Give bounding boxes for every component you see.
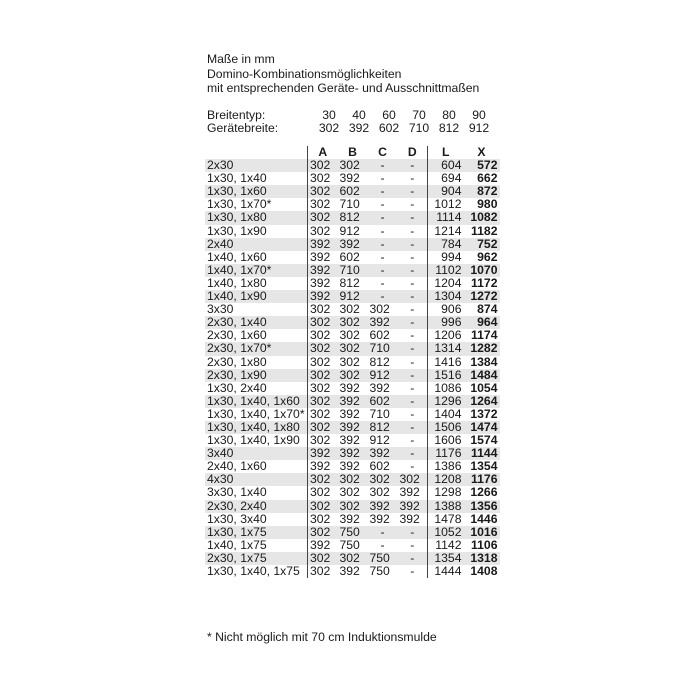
width-cell: - xyxy=(368,539,398,552)
width-cell: 302 xyxy=(308,185,338,198)
cutout-cell: 1354 xyxy=(464,460,500,473)
width-cell: 392 xyxy=(368,500,398,513)
breitentyp-value: 40 xyxy=(352,108,366,122)
table-row xyxy=(205,486,500,499)
width-cell: - xyxy=(398,159,428,172)
column-header: X xyxy=(477,145,486,159)
width-cell: 912 xyxy=(338,290,368,303)
combination-cell: 1x30, 1x60 xyxy=(205,185,308,198)
width-cell: 302 xyxy=(308,303,338,316)
width-cell: - xyxy=(398,211,428,224)
table-row xyxy=(205,500,500,513)
cutout-cell: 752 xyxy=(464,238,500,251)
width-cell: 392 xyxy=(308,539,338,552)
width-cell: 812 xyxy=(338,211,368,224)
width-cell: - xyxy=(398,382,428,395)
length-cell: 1386 xyxy=(428,460,464,473)
cutout-cell: 1016 xyxy=(464,526,500,539)
width-cell: 302 xyxy=(308,434,338,447)
document-header xyxy=(207,52,479,96)
length-cell: 1298 xyxy=(428,486,464,499)
width-cell: - xyxy=(398,238,428,251)
length-cell: 1214 xyxy=(428,225,464,238)
combination-cell: 1x40, 1x60 xyxy=(205,251,308,264)
breitentyp-label: Breitentyp: xyxy=(207,108,266,122)
geraetebreite-label: Gerätebreite: xyxy=(207,121,279,135)
width-cell: - xyxy=(368,211,398,224)
width-cell: - xyxy=(368,264,398,277)
cutout-cell: 1372 xyxy=(464,408,500,421)
width-cell: - xyxy=(398,408,428,421)
width-cell: 602 xyxy=(368,460,398,473)
cutout-cell: 1182 xyxy=(464,225,500,238)
combination-cell: 2x30, 1x80 xyxy=(205,356,308,369)
width-cell: - xyxy=(398,264,428,277)
column-header: D xyxy=(407,145,417,159)
cutout-cell: 1574 xyxy=(464,434,500,447)
width-cell: 302 xyxy=(308,172,338,185)
geraetebreite-value: 912 xyxy=(468,121,490,135)
width-cell: - xyxy=(368,238,398,251)
cutout-cell: 980 xyxy=(464,198,500,211)
length-cell: 1304 xyxy=(428,290,464,303)
width-cell: - xyxy=(398,434,428,447)
length-cell: 1388 xyxy=(428,500,464,513)
width-cell: 302 xyxy=(308,369,338,382)
width-cell: 602 xyxy=(368,329,398,342)
width-cell: - xyxy=(398,565,428,578)
width-cell: 392 xyxy=(338,421,368,434)
width-cell: 302 xyxy=(338,552,368,565)
width-cell: 392 xyxy=(368,447,398,460)
width-cell: 302 xyxy=(338,316,368,329)
width-cell: 750 xyxy=(368,552,398,565)
length-cell: 1516 xyxy=(428,369,464,382)
combination-table xyxy=(205,146,500,578)
table-row xyxy=(205,225,500,238)
width-cell: 302 xyxy=(308,421,338,434)
combination-cell: 1x30, 1x90 xyxy=(205,225,308,238)
cutout-cell: 1106 xyxy=(464,539,500,552)
combination-cell: 2x30, 1x60 xyxy=(205,329,308,342)
width-cell: - xyxy=(368,225,398,238)
cutout-cell: 1356 xyxy=(464,500,500,513)
width-cell: 302 xyxy=(308,356,338,369)
width-cell: 750 xyxy=(368,565,398,578)
breitentyp-value: 90 xyxy=(472,108,486,122)
width-cell: 392 xyxy=(338,447,368,460)
width-cell: - xyxy=(398,421,428,434)
width-cell: 392 xyxy=(338,172,368,185)
width-cell: - xyxy=(398,316,428,329)
table-row xyxy=(205,238,500,251)
cutout-cell: 874 xyxy=(464,303,500,316)
cutout-cell: 872 xyxy=(464,185,500,198)
combination-cell: 2x30 xyxy=(205,159,308,172)
combination-cell: 2x40, 1x60 xyxy=(205,460,308,473)
cutout-cell: 1484 xyxy=(464,369,500,382)
cutout-cell: 964 xyxy=(464,316,500,329)
width-cell: - xyxy=(398,225,428,238)
width-cell: 392 xyxy=(338,513,368,526)
length-cell: 996 xyxy=(428,316,464,329)
length-cell: 1102 xyxy=(428,264,464,277)
width-cell: 302 xyxy=(308,382,338,395)
combination-cell: 1x30, 3x40 xyxy=(205,513,308,526)
width-cell: 812 xyxy=(368,356,398,369)
width-cell: 302 xyxy=(308,526,338,539)
geraetebreite-value: 392 xyxy=(348,121,370,135)
width-cell: 302 xyxy=(368,473,398,486)
width-cell: 302 xyxy=(308,513,338,526)
cutout-cell: 1474 xyxy=(464,421,500,434)
cutout-cell: 1384 xyxy=(464,356,500,369)
cutout-cell: 1272 xyxy=(464,290,500,303)
width-cell: 392 xyxy=(308,447,338,460)
geraetebreite-value: 602 xyxy=(378,121,400,135)
width-cell: 750 xyxy=(338,539,368,552)
length-cell: 1086 xyxy=(428,382,464,395)
width-cell: 302 xyxy=(308,159,338,172)
width-cell: 302 xyxy=(308,408,338,421)
width-cell: 392 xyxy=(398,500,428,513)
width-cell: 302 xyxy=(338,356,368,369)
width-cell: - xyxy=(368,290,398,303)
combination-cell: 1x40, 1x80 xyxy=(205,277,308,290)
width-cell: 302 xyxy=(308,565,338,578)
width-cell: 392 xyxy=(338,238,368,251)
width-cell: - xyxy=(368,251,398,264)
width-cell: - xyxy=(398,369,428,382)
column-header: C xyxy=(378,145,387,159)
combination-cell: 3x40 xyxy=(205,447,308,460)
length-cell: 1478 xyxy=(428,513,464,526)
width-cell: 392 xyxy=(338,565,368,578)
combination-cell: 2x30, 1x75 xyxy=(205,552,308,565)
width-cell: 602 xyxy=(338,251,368,264)
width-cell: 302 xyxy=(338,369,368,382)
geraetebreite-value: 812 xyxy=(438,121,460,135)
units-note: Maße in mm xyxy=(207,52,275,66)
width-cell: 302 xyxy=(308,211,338,224)
length-cell: 1606 xyxy=(428,434,464,447)
width-cell: - xyxy=(398,447,428,460)
length-cell: 1416 xyxy=(428,356,464,369)
table-row xyxy=(205,211,500,224)
width-cell: 710 xyxy=(338,264,368,277)
width-cell: 392 xyxy=(368,513,398,526)
width-cell: 710 xyxy=(368,408,398,421)
combination-cell: 1x30, 1x40, 1x70* xyxy=(205,408,308,421)
length-cell: 1444 xyxy=(428,565,464,578)
width-cell: 302 xyxy=(338,159,368,172)
width-cell: 392 xyxy=(398,486,428,499)
length-cell: 1176 xyxy=(428,447,464,460)
width-cell: 912 xyxy=(368,434,398,447)
length-cell: 1012 xyxy=(428,198,464,211)
width-cell: 392 xyxy=(338,434,368,447)
length-cell: 1204 xyxy=(428,277,464,290)
document-subtitle: mit entsprechenden Geräte- und Ausschnittmaßen xyxy=(207,81,480,96)
width-cell: 302 xyxy=(308,552,338,565)
width-cell: 392 xyxy=(308,238,338,251)
width-cell: 812 xyxy=(338,277,368,290)
width-cell: 912 xyxy=(338,225,368,238)
combination-cell: 1x40, 1x90 xyxy=(205,290,308,303)
width-cell: 302 xyxy=(308,198,338,211)
combination-cell: 1x30, 1x40, 1x60 xyxy=(205,395,308,408)
length-cell: 1052 xyxy=(428,526,464,539)
width-cell: 302 xyxy=(308,329,338,342)
cutout-cell: 1054 xyxy=(464,382,500,395)
table-row xyxy=(205,408,500,421)
width-cell: 912 xyxy=(368,369,398,382)
width-cell: - xyxy=(398,342,428,355)
length-cell: 784 xyxy=(428,238,464,251)
width-cell: 710 xyxy=(368,342,398,355)
width-cell: - xyxy=(368,198,398,211)
combination-cell: 2x30, 2x40 xyxy=(205,500,308,513)
width-cell: - xyxy=(368,185,398,198)
table-row xyxy=(205,526,500,539)
table-row xyxy=(205,539,500,552)
width-cell: - xyxy=(398,277,428,290)
length-cell: 1404 xyxy=(428,408,464,421)
width-cell: 302 xyxy=(308,225,338,238)
column-header: B xyxy=(348,145,357,159)
width-cell: - xyxy=(398,172,428,185)
width-cell: 812 xyxy=(368,421,398,434)
width-cell: - xyxy=(398,290,428,303)
combination-cell: 1x30, 1x75 xyxy=(205,526,308,539)
combination-cell: 1x30, 1x80 xyxy=(205,211,308,224)
combination-cell: 2x30, 1x40 xyxy=(205,316,308,329)
footnote: * Nicht möglich mit 70 cm Induktionsmulde xyxy=(207,630,437,644)
combination-cell: 2x30, 1x90 xyxy=(205,369,308,382)
combination-cell: 1x40, 1x70* xyxy=(205,264,308,277)
width-cell: 302 xyxy=(308,473,338,486)
width-cell: - xyxy=(368,277,398,290)
table-row xyxy=(205,251,500,264)
width-cell: 392 xyxy=(308,290,338,303)
table-row xyxy=(205,342,500,355)
combination-cell: 1x30, 1x40 xyxy=(205,172,308,185)
combination-cell: 4x30 xyxy=(205,473,308,486)
width-cell: 602 xyxy=(338,185,368,198)
geraetebreite-value: 302 xyxy=(318,121,340,135)
width-cell: 710 xyxy=(338,198,368,211)
width-cell: 302 xyxy=(398,473,428,486)
width-cell: - xyxy=(368,172,398,185)
breitentyp-value: 80 xyxy=(442,108,456,122)
combination-cell: 3x30 xyxy=(205,303,308,316)
width-cell: 392 xyxy=(398,513,428,526)
width-cell: - xyxy=(398,251,428,264)
breitentyp-value: 30 xyxy=(322,108,336,122)
geraetebreite-value: 710 xyxy=(408,121,430,135)
width-cell: 302 xyxy=(338,329,368,342)
cutout-cell: 1266 xyxy=(464,486,500,499)
width-cell: 302 xyxy=(308,316,338,329)
width-cell: - xyxy=(398,356,428,369)
width-cell: 302 xyxy=(338,342,368,355)
length-cell: 1206 xyxy=(428,329,464,342)
length-cell: 994 xyxy=(428,251,464,264)
width-cell: - xyxy=(398,460,428,473)
breitentyp-value: 70 xyxy=(412,108,426,122)
table-row xyxy=(205,382,500,395)
length-cell: 1208 xyxy=(428,473,464,486)
width-cell: - xyxy=(398,329,428,342)
document-title: Domino-Kombinationsmöglichkeiten xyxy=(207,66,402,81)
width-cell: 302 xyxy=(368,303,398,316)
cutout-cell: 962 xyxy=(464,251,500,264)
width-cell: 392 xyxy=(338,408,368,421)
width-cell: 392 xyxy=(308,460,338,473)
width-cell: - xyxy=(398,539,428,552)
width-cell: 302 xyxy=(338,500,368,513)
width-cell: 392 xyxy=(368,382,398,395)
length-cell: 604 xyxy=(428,159,464,172)
width-cell: 302 xyxy=(338,486,368,499)
width-cell: 302 xyxy=(338,303,368,316)
width-cell: - xyxy=(398,552,428,565)
width-cell: 392 xyxy=(338,460,368,473)
length-cell: 1314 xyxy=(428,342,464,355)
width-cell: 302 xyxy=(308,500,338,513)
combination-cell: 1x30, 1x40, 1x80 xyxy=(205,421,308,434)
table-row xyxy=(205,369,500,382)
length-cell: 1296 xyxy=(428,395,464,408)
length-cell: 1506 xyxy=(428,421,464,434)
table-row xyxy=(205,356,500,369)
width-cell: - xyxy=(368,159,398,172)
width-cell: 302 xyxy=(338,473,368,486)
length-cell: 906 xyxy=(428,303,464,316)
length-cell: 694 xyxy=(428,172,464,185)
table-row xyxy=(205,395,500,408)
cutout-cell: 662 xyxy=(464,172,500,185)
width-cell: 750 xyxy=(338,526,368,539)
combination-cell: 3x30, 1x40 xyxy=(205,486,308,499)
cutout-cell: 1318 xyxy=(464,552,500,565)
cutout-cell: 1070 xyxy=(464,264,500,277)
width-cell: - xyxy=(368,526,398,539)
table-row xyxy=(205,264,500,277)
combination-cell: 2x40 xyxy=(205,238,308,251)
combination-cell: 2x30, 1x70* xyxy=(205,342,308,355)
cutout-cell: 1446 xyxy=(464,513,500,526)
length-cell: 1114 xyxy=(428,211,464,224)
width-cell: 392 xyxy=(338,382,368,395)
width-cell: 392 xyxy=(368,316,398,329)
cutout-cell: 1176 xyxy=(464,473,500,486)
column-header: A xyxy=(308,146,338,159)
width-cell: 392 xyxy=(308,251,338,264)
width-cell: - xyxy=(398,526,428,539)
width-cell: 302 xyxy=(308,342,338,355)
width-cell: 302 xyxy=(308,486,338,499)
combination-cell: 1x30, 2x40 xyxy=(205,382,308,395)
cutout-cell: 1082 xyxy=(464,211,500,224)
cutout-cell: 1174 xyxy=(464,329,500,342)
cutout-cell: 572 xyxy=(464,159,500,172)
cutout-cell: 1172 xyxy=(464,277,500,290)
width-cell: 392 xyxy=(308,264,338,277)
width-cell: - xyxy=(398,395,428,408)
length-cell: 904 xyxy=(428,185,464,198)
cutout-cell: 1264 xyxy=(464,395,500,408)
combination-cell: 1x30, 1x40, 1x90 xyxy=(205,434,308,447)
width-cell: 302 xyxy=(308,395,338,408)
length-cell: 1142 xyxy=(428,539,464,552)
length-cell: 1354 xyxy=(428,552,464,565)
cutout-cell: 1144 xyxy=(464,447,500,460)
breitentyp-value: 60 xyxy=(382,108,396,122)
combination-cell: 1x40, 1x75 xyxy=(205,539,308,552)
width-cell: - xyxy=(398,198,428,211)
table-row xyxy=(205,513,500,526)
width-cell: - xyxy=(398,185,428,198)
table-row xyxy=(205,565,500,578)
column-header: L xyxy=(428,146,464,159)
width-cell: 392 xyxy=(338,395,368,408)
width-cell: - xyxy=(398,303,428,316)
width-cell: 392 xyxy=(308,277,338,290)
width-cell: 302 xyxy=(368,486,398,499)
combination-cell: 1x30, 1x70* xyxy=(205,198,308,211)
width-cell: 602 xyxy=(368,395,398,408)
cutout-cell: 1408 xyxy=(464,565,500,578)
combination-cell: 1x30, 1x40, 1x75 xyxy=(205,565,308,578)
cutout-cell: 1282 xyxy=(464,342,500,355)
